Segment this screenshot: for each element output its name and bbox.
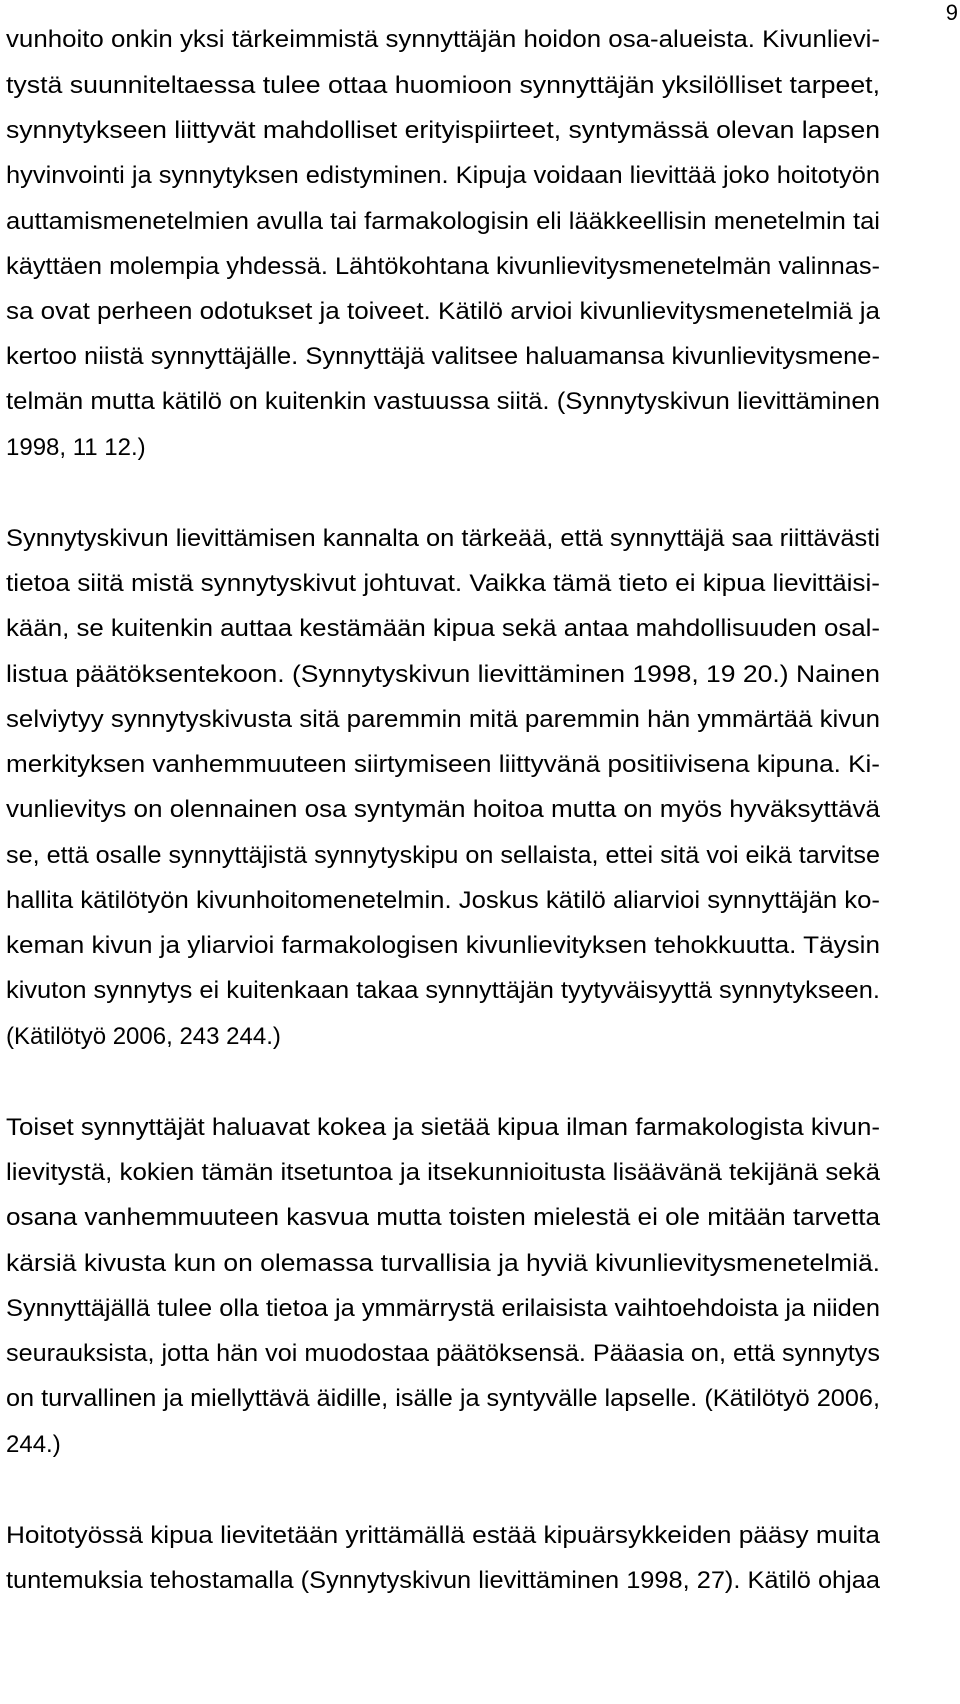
text-line: hallita kätilötyön kivunhoitomenetelmin. Joskus kätilö aliarvioi synnyttäjän ko- xyxy=(6,887,880,914)
text-line: telmän mutta kätilö on kuitenkin vastuussa siitä. (Synnytyskivun lievittäminen xyxy=(6,388,880,415)
text-line: se, että osalle synnyttäjistä synnytyskipu on sellaista, ettei sitä voi eikä tarvitse xyxy=(6,842,880,869)
text-line: Hoitotyössä kipua lievitetään yrittämällä estää kipuärsykkeiden pääsy muita xyxy=(6,1522,880,1549)
text-line: Toiset synnyttäjät haluavat kokea ja sietää kipua ilman farmakologista kivun- xyxy=(6,1114,880,1141)
text-line: tietoa siitä mistä synnytyskivut johtuvat. Vaikka tämä tieto ei kipua lievittäisi- xyxy=(6,570,880,597)
text-line: listua päätöksentekoon. (Synnytyskivun lievittäminen 1998, 19 20.) Nainen xyxy=(6,661,880,688)
text-line: auttamismenetelmien avulla tai farmakologisin eli lääkkeellisin menetelmin tai xyxy=(6,208,880,235)
text-line: (Kätilötyö 2006, 243 244.) xyxy=(6,1023,281,1050)
text-line: 244.) xyxy=(6,1431,61,1458)
text-line: tuntemuksia tehostamalla (Synnytyskivun lievittäminen 1998, 27). Kätilö ohjaa xyxy=(6,1567,880,1594)
text-line: kivuton synnytys ei kuitenkaan takaa synnyttäjän tyytyväisyyttä synnytykseen. xyxy=(6,977,880,1004)
text-line: vunhoito onkin yksi tärkeimmistä synnyttäjän hoidon osa-alueista. Kivunlievi- xyxy=(6,26,880,53)
text-line: kertoo niistä synnyttäjälle. Synnyttäjä valitsee haluamansa kivunlievitysmene- xyxy=(6,343,880,370)
text-line: keman kivun ja yliarvioi farmakologisen kivunlievityksen tehokkuutta. Täysin xyxy=(6,932,880,959)
text-line: selviytyy synnytyskivusta sitä paremmin mitä paremmin hän ymmärtää kivun xyxy=(6,706,881,733)
text-line: synnytykseen liittyvät mahdolliset erityispiirteet, syntymässä olevan lapsen xyxy=(6,117,880,144)
text-line: kään, se kuitenkin auttaa kestämään kipua sekä antaa mahdollisuuden osal- xyxy=(6,615,880,642)
text-line: lievitystä, kokien tämän itsetuntoa ja itsekunnioitusta lisäävänä tekijänä sekä xyxy=(6,1159,881,1186)
text-line: merkityksen vanhemmuuteen siirtymiseen liittyvänä positiivisena kipuna. Ki- xyxy=(6,751,880,778)
text-line: Synnytyskivun lievittämisen kannalta on tärkeää, että synnyttäjä saa riittävästi xyxy=(6,525,880,552)
text-line: seurauksista, jotta hän voi muodostaa päätöksensä. Pääasia on, että synnytys xyxy=(6,1340,880,1367)
page-number: 9 xyxy=(945,0,958,25)
text-line: 1998, 11 12.) xyxy=(6,434,146,461)
text-line: hyvinvointi ja synnytyksen edistyminen. Kipuja voidaan lievittää joko hoitotyön xyxy=(6,162,880,189)
text-line: on turvallinen ja miellyttävä äidille, isälle ja syntyvälle lapselle. (Kätilötyö 2006, xyxy=(6,1385,880,1412)
text-line: vunlievitys on olennainen osa syntymän hoitoa mutta on myös hyväksyttävä xyxy=(6,796,880,823)
text-line: käyttäen molempia yhdessä. Lähtökohtana kivunlievitysmenetelmän valinnas- xyxy=(6,253,880,280)
text-line: sa ovat perheen odotukset ja toiveet. Kätilö arvioi kivunlievitysmenetelmiä ja xyxy=(6,298,881,325)
text-line: tystä suunniteltaessa tulee ottaa huomioon synnyttäjän yksilölliset tarpeet, xyxy=(6,72,880,99)
text-line: kärsiä kivusta kun on olemassa turvallisia ja hyviä kivunlievitysmenetelmiä. xyxy=(6,1250,880,1277)
text-line: Synnyttäjällä tulee olla tietoa ja ymmärrystä erilaisista vaihtoehdoista ja niiden xyxy=(6,1295,880,1322)
text-line: osana vanhemmuuteen kasvua mutta toisten mielestä ei ole mitään tarvetta xyxy=(6,1204,880,1231)
